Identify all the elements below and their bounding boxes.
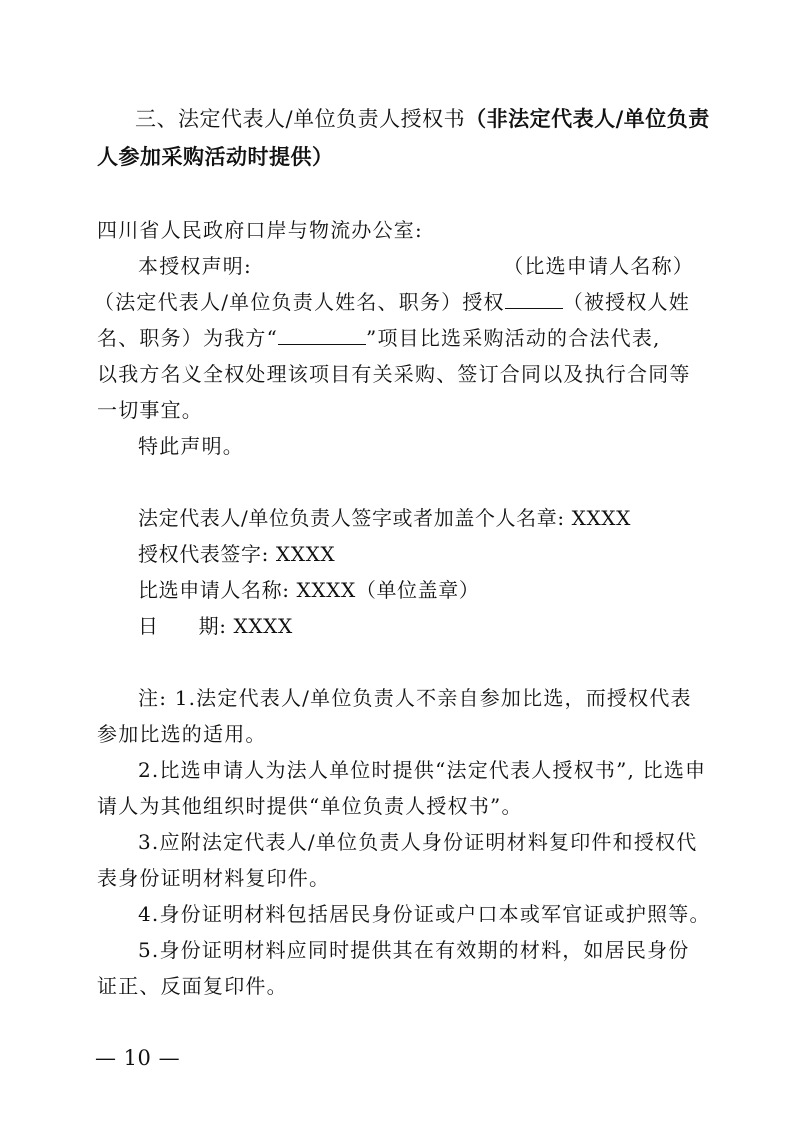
statement-text: ”项目比选采购活动的合法代表, xyxy=(366,326,661,350)
heading-title: 三、法定代表人/单位负责人授权书 xyxy=(135,107,466,131)
note-1-line2: 参加比选的适用。 xyxy=(97,722,267,746)
statement-line3 xyxy=(97,320,697,356)
note-4-line1: 4.身份证明材料包括居民身份证或户口本或军官证或护照等。 xyxy=(138,902,711,926)
statement-line5: 一切事宜。 xyxy=(97,398,203,422)
authorized-rep-signature: 授权代表签字: XXXX xyxy=(138,542,336,566)
date-label: 日 xyxy=(138,614,159,638)
statement-line1 xyxy=(138,248,698,284)
heading-note: （非法定代表人/单位负责 xyxy=(465,106,710,131)
project-name-blank xyxy=(278,328,366,345)
date-value: 期: XXXX xyxy=(198,614,293,638)
date-line xyxy=(138,608,738,644)
statement-text: （法定代表人/单位负责人姓名、职务）授权 xyxy=(94,290,505,314)
statement-line2 xyxy=(94,284,694,320)
note-1-line1: 注: 1.法定代表人/单位负责人不亲自参加比选，而授权代表 xyxy=(138,686,692,710)
authorized-name-blank xyxy=(505,292,563,309)
note-5-line1: 5.身份证明材料应同时提供其在有效期的材料，如居民身份 xyxy=(138,938,690,962)
page-number: — 10 — xyxy=(95,1046,181,1070)
note-5-line2: 证正、反面复印件。 xyxy=(97,974,288,998)
applicant-name: 比选申请人名称: XXXX（单位盖章） xyxy=(138,578,480,602)
section-heading-line2: 人参加采购活动时提供） xyxy=(97,144,334,169)
legal-rep-signature: 法定代表人/单位负责人签字或者加盖个人名章: XXXX xyxy=(138,506,631,530)
statement-text: （被授权人姓 xyxy=(562,290,690,314)
note-2-line1: 2.比选申请人为法人单位时提供“法定代表人授权书”, 比选申 xyxy=(138,758,707,782)
note-2-line2: 请人为其他组织时提供“单位负责人授权书”。 xyxy=(97,794,523,818)
closing: 特此声明。 xyxy=(138,434,244,458)
applicant-name-label: （比选申请人名称） xyxy=(503,254,694,278)
statement-text: 名、职务）为我方“ xyxy=(97,326,279,350)
statement-line4: 以我方名义全权处理该项目有关采购、签订合同以及执行合同等 xyxy=(97,362,691,386)
statement-start: 本授权声明: xyxy=(138,254,252,278)
note-3-line2: 表身份证明材料复印件。 xyxy=(97,866,331,890)
note-3-line1: 3.应附法定代表人/单位负责人身份证明材料复印件和授权代 xyxy=(138,830,698,854)
addressee: 四川省人民政府口岸与物流办公室: xyxy=(97,218,423,242)
section-heading-line1 xyxy=(135,101,735,137)
